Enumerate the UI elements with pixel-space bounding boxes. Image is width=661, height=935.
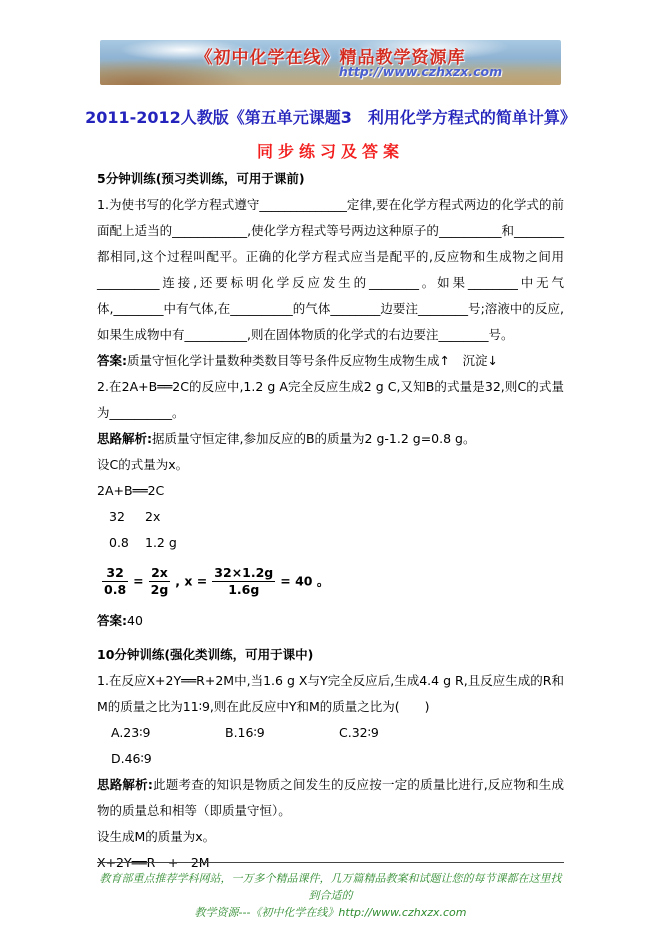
- page-footer: [97, 862, 564, 921]
- option-b: B.16∶9: [225, 724, 265, 740]
- section-heading-10min: 10分钟训练(强化类训练，可用于课中): [97, 646, 314, 662]
- analysis-3: [97, 772, 564, 824]
- question-3-choice: 1.在反应X+2Y══R+2M中,当1.6 g X与Y完全反应后,生成4.4 g R,且反应生成的R和M的质量之比为11∶9,则在此反应中Y和M的质量之比为( ): [97, 672, 564, 714]
- analysis-3-text: 此题考查的知识是物质之间发生的反应按一定的质量比进行,反应物和生成物的质量总和相等（即质量守恒）。: [97, 776, 564, 818]
- fraction-2-numerator: 2x: [149, 565, 171, 582]
- section-heading-5min: 5分钟训练(预习类训练，可用于课前): [97, 171, 305, 186]
- answer-2-text: 40: [127, 612, 143, 628]
- mass-c: 1.2 g: [145, 535, 177, 550]
- chemical-equation-2: 2A+B══2C: [97, 483, 165, 498]
- assumption-3: 设生成M的质量为x。: [97, 828, 216, 844]
- answer-2: [97, 608, 564, 634]
- assumption-2: 设C的式量为x。: [97, 457, 189, 472]
- analysis-label: 思路解析:: [97, 431, 152, 446]
- chemical-equation-3: X+2Y══R + 2M: [97, 854, 210, 870]
- proportion-equation: [97, 561, 564, 602]
- solve-for-x: , x =: [175, 573, 208, 589]
- fraction-1-numerator: 32: [102, 565, 128, 582]
- molar-mass-c: 2x: [145, 509, 161, 524]
- option-c: C.32∶9: [339, 724, 379, 740]
- fraction-1: [102, 565, 128, 597]
- option-a: A.23∶9: [111, 724, 151, 740]
- banner-url-link[interactable]: http://www.czhxzx.com: [338, 64, 503, 79]
- mass-b: 0.8: [109, 535, 129, 550]
- analysis-2: [97, 426, 564, 452]
- document-body: [97, 166, 564, 876]
- analysis-label: 思路解析:: [97, 776, 153, 792]
- footer-divider: [97, 862, 564, 863]
- answer-label: 答案:: [97, 612, 127, 628]
- fraction-2: [149, 565, 171, 597]
- document-title: 2011-2012人教版《第五单元课题3 利用化学方程式的简单计算》: [85, 108, 576, 127]
- answer-label: 答案:: [97, 353, 127, 368]
- footer-line-1: 教育部重点推荐学科网站，一万多个精品课件，几万篇精品教案和试题让您的每节课都在这里找到合适的: [99, 872, 562, 902]
- footer-line-2[interactable]: 教学资源---《初中化学在线》http://www.czhxzx.com: [194, 906, 467, 919]
- equation-result: = 40 。: [280, 573, 330, 589]
- question-2: 2.在2A+B══2C的反应中,1.2 g A完全反应生成2 g C,又知B的式量是32,则C的式量为__________。: [97, 379, 564, 420]
- site-banner: [100, 40, 561, 85]
- fraction-3-denominator: 1.6g: [228, 582, 260, 597]
- answer-1-text: 质量守恒化学计量数种类数目等号条件反应物生成物生成↑ 沉淀↓: [127, 353, 498, 368]
- banner-title: 《初中化学在线》精品教学资源库: [195, 48, 466, 68]
- answer-1: [97, 348, 564, 374]
- molar-mass-row: [97, 504, 564, 530]
- mass-row: [97, 530, 564, 556]
- option-d: D.46∶9: [111, 750, 152, 766]
- fraction-3: [212, 565, 275, 597]
- choice-options-row: [97, 720, 564, 772]
- question-1-fill-blank: 1.为使书写的化学方程式遵守______________定律,要在化学方程式两边的化学式的前面配上适当的____________,使化学方程式等号两边这种原子的__________和________都相同,这个过程叫配平。正确的化学方程式应当是配平的,反应物和生成物之间用__________连接,还要标明化学反应发生的________。如果________中无气体,________中有气体,在__________的气体________边要注________号;溶液中的反应,如果生成物中有__________,则在固体物质的化学式的右边要注________号。: [97, 197, 564, 342]
- fraction-2-denominator: 2g: [150, 582, 169, 597]
- analysis-2-text: 据质量守恒定律,参加反应的B的质量为2 g-1.2 g=0.8 g。: [152, 431, 476, 446]
- document-subtitle: 同步练习及答案: [256, 142, 404, 161]
- equals-sign: =: [133, 573, 144, 589]
- molar-mass-b: 32: [109, 509, 125, 524]
- fraction-1-denominator: 0.8: [104, 582, 127, 597]
- fraction-3-numerator: 32×1.2g: [214, 565, 274, 581]
